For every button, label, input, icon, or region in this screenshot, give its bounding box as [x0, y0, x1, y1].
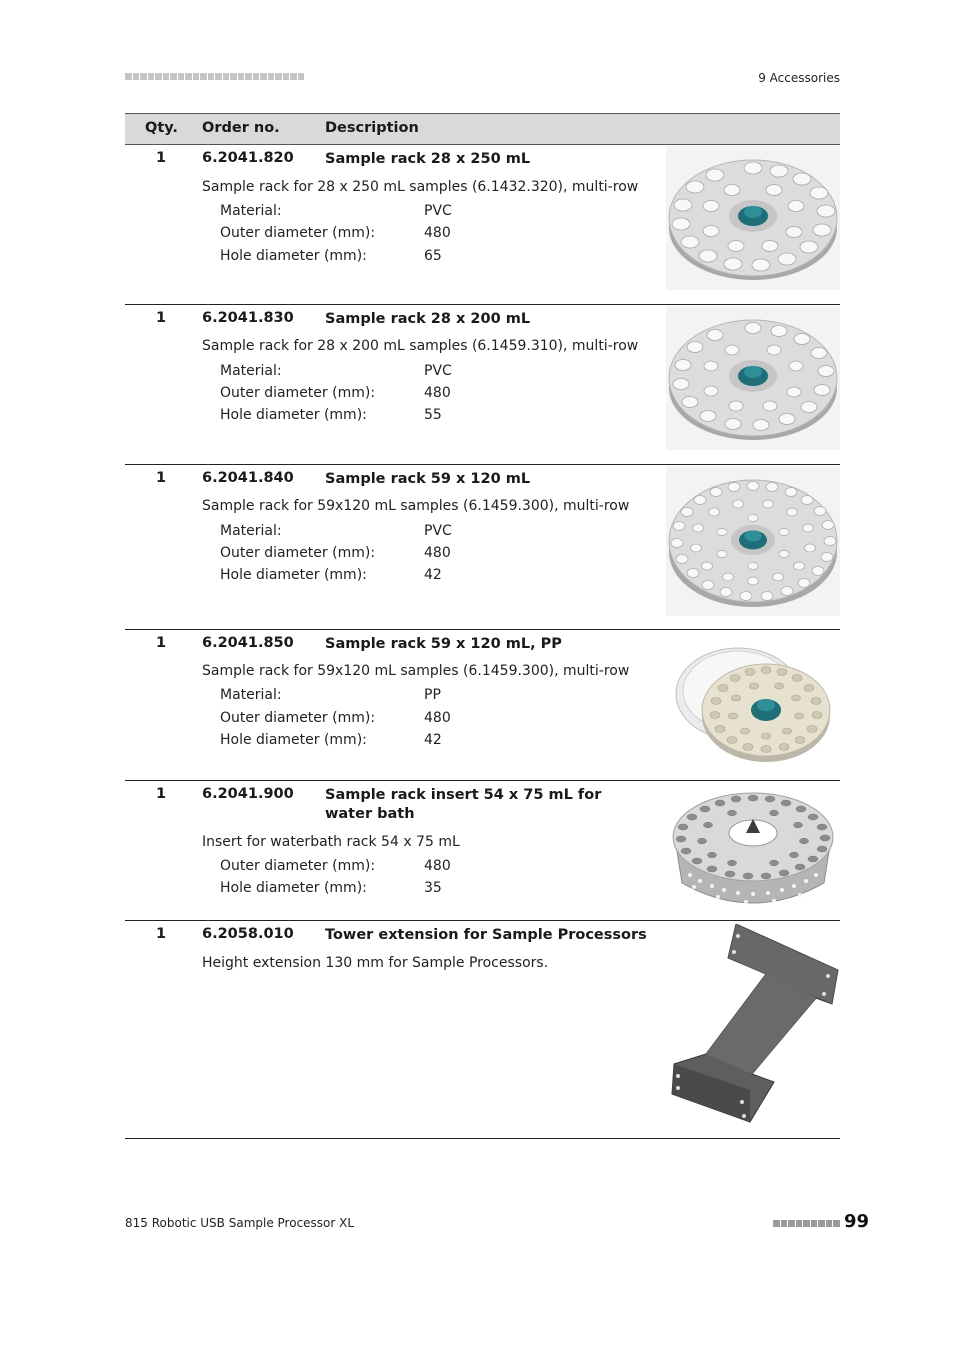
spec-value: 42	[424, 732, 442, 748]
header-decoration	[125, 73, 304, 80]
spec-label: Hole diameter (mm):	[220, 880, 367, 896]
page-number: 99	[844, 1211, 870, 1232]
section-title: 9 Accessories	[758, 71, 840, 85]
row-qty: 1	[156, 786, 167, 802]
spec-value: 65	[424, 248, 442, 264]
spec-value: 480	[424, 858, 451, 874]
spec-value: PVC	[424, 203, 452, 219]
row-description: Sample rack for 59x120 mL samples (6.1459.300), multi-row	[202, 663, 630, 679]
spec-label: Hole diameter (mm):	[220, 248, 367, 264]
row-order-no: 6.2041.830	[202, 310, 294, 326]
spec-row	[220, 225, 451, 241]
spec-row	[220, 858, 451, 874]
spec-value: 480	[424, 710, 451, 726]
spec-row	[220, 880, 442, 896]
spec-row	[220, 567, 442, 583]
row-qty: 1	[156, 926, 167, 942]
row-description: Sample rack for 28 x 200 mL samples (6.1459.310), multi-row	[202, 338, 639, 354]
table-row	[125, 465, 840, 630]
row-qty: 1	[156, 635, 167, 651]
spec-label: Outer diameter (mm):	[220, 225, 376, 241]
row-title: Sample rack 28 x 250 mL	[325, 151, 531, 167]
row-title: Sample rack insert 54 x 75 mL for water bath	[325, 787, 602, 822]
spec-label: Material:	[220, 203, 282, 219]
spec-row	[220, 248, 442, 264]
tower-extension-image	[666, 924, 840, 1124]
col-order-header: Order no.	[202, 120, 280, 136]
row-title: Sample rack 59 x 120 mL, PP	[325, 636, 562, 652]
footer-decoration	[773, 1220, 840, 1227]
table-header	[125, 113, 840, 145]
spec-label: Material:	[220, 523, 282, 539]
spec-label: Hole diameter (mm):	[220, 732, 367, 748]
product-name: 815 Robotic USB Sample Processor XL	[125, 1216, 355, 1230]
table-row	[125, 145, 840, 305]
row-title: Sample rack 59 x 120 mL	[325, 471, 531, 487]
row-description: Height extension 130 mm for Sample Processors.	[202, 955, 549, 971]
row-description: Sample rack for 59x120 mL samples (6.1459.300), multi-row	[202, 498, 630, 514]
spec-row	[220, 687, 441, 703]
spec-label: Outer diameter (mm):	[220, 710, 376, 726]
row-order-no: 6.2041.820	[202, 150, 294, 166]
spec-row	[220, 545, 451, 561]
sample-rack-59x120-image	[666, 466, 840, 616]
table-row	[125, 630, 840, 781]
spec-value: 480	[424, 545, 451, 561]
sample-rack-28x250-image	[666, 146, 840, 290]
spec-value: 35	[424, 880, 442, 896]
spec-value: 55	[424, 407, 442, 423]
accessories-table	[125, 113, 840, 1139]
row-order-no: 6.2041.900	[202, 786, 294, 802]
spec-value: PP	[424, 687, 441, 703]
table-row	[125, 921, 840, 1139]
row-description: Sample rack for 28 x 250 mL samples (6.1432.320), multi-row	[202, 179, 639, 195]
spec-value: PVC	[424, 523, 452, 539]
col-description-header: Description	[325, 120, 419, 136]
sample-rack-insert-image	[666, 785, 840, 911]
sample-rack-28x200-image	[666, 306, 840, 450]
spec-row	[220, 732, 442, 748]
row-order-no: 6.2041.840	[202, 470, 294, 486]
table-row	[125, 781, 840, 921]
spec-value: 480	[424, 385, 451, 401]
spec-value: 42	[424, 567, 442, 583]
spec-value: PVC	[424, 363, 452, 379]
spec-label: Hole diameter (mm):	[220, 407, 367, 423]
spec-label: Outer diameter (mm):	[220, 385, 376, 401]
spec-label: Outer diameter (mm):	[220, 858, 376, 874]
row-title: Sample rack 28 x 200 mL	[325, 311, 531, 327]
spec-row	[220, 407, 442, 423]
spec-value: 480	[424, 225, 451, 241]
spec-label: Outer diameter (mm):	[220, 545, 376, 561]
row-order-no: 6.2058.010	[202, 926, 294, 942]
spec-row	[220, 385, 451, 401]
spec-row	[220, 523, 452, 539]
spec-label: Material:	[220, 363, 282, 379]
spec-row	[220, 710, 451, 726]
row-qty: 1	[156, 310, 167, 326]
row-order-no: 6.2041.850	[202, 635, 294, 651]
col-qty-header: Qty.	[145, 120, 178, 136]
spec-label: Material:	[220, 687, 282, 703]
spec-row	[220, 203, 452, 219]
spec-row	[220, 363, 452, 379]
row-description: Insert for waterbath rack 54 x 75 mL	[202, 834, 460, 850]
row-qty: 1	[156, 150, 167, 166]
row-qty: 1	[156, 470, 167, 486]
table-row	[125, 305, 840, 465]
sample-rack-59x120-pp-image	[666, 636, 840, 768]
row-title: Tower extension for Sample Processors	[325, 927, 647, 943]
spec-label: Hole diameter (mm):	[220, 567, 367, 583]
